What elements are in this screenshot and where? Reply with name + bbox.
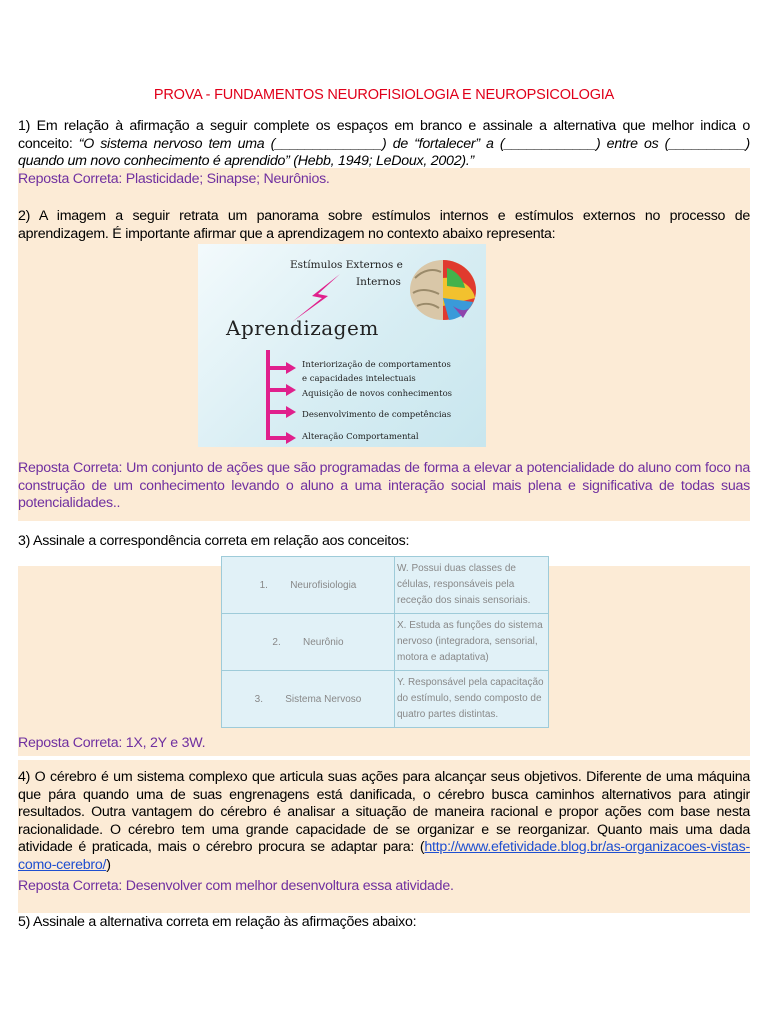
concepts-table (221, 556, 549, 728)
table-row (222, 671, 549, 728)
table-cell-definition: W. Possui duas classes de células, responsáveis pela receção dos sinais sensoriais. (395, 557, 549, 614)
question-4-text: 4) O cérebro é um sistema complexo que articula suas ações para alcançar seus objetivos. Diferente de uma máquina que pára quando uma de suas engrenagens está danificada, o cérebro busca caminhos alternativos para atingir resultados. Outra vantagem do cérebro é analisar a situação de maneira racional e propor ações com base nesta racionalidade. O cérebro tem uma grande capacidade de se organizar e se reorganizar. Quanto mais uma dada atividade é praticada, mais o cérebro procura se adaptar para: ( (18, 769, 750, 855)
source-link[interactable]: http://www.efetividade.blog.br/as-organizacoes-vistas-como-cerebro/ (18, 839, 750, 873)
question-3-answer: Reposta Correta: 1X, 2Y e 3W. (18, 735, 206, 751)
question-1-concept-label: conceito: (18, 135, 79, 152)
table-row (222, 557, 549, 614)
question-4 (18, 769, 750, 874)
question-4-text-end: ) (106, 856, 111, 873)
learning-diagram (198, 244, 486, 447)
question-3-text: 3) Assinale a correspondência correta em relação aos conceitos: (18, 533, 410, 549)
figure-item-3: Desenvolvimento de competências (302, 410, 452, 420)
table-cell-term (222, 614, 395, 671)
branch-arrows (258, 348, 306, 447)
figure-item-1: Interiorização de comportamentos (302, 360, 451, 370)
question-1-line3: quando um novo conhecimento é aprendido” (Hebb, 1949; LeDoux, 2002).” (18, 153, 474, 169)
term-label: Neurônio (302, 636, 344, 648)
term-number: 3. (254, 693, 263, 705)
question-2-text: 2) A imagem a seguir retrata um panorama sobre estímulos internos e estímulos externos no processo de aprendizagem. É importante afirmar que a aprendizagem no contexto abaixo representa: (18, 208, 750, 242)
brain-icon (403, 248, 483, 328)
question-1 (18, 118, 750, 188)
question-1-answer: Reposta Correta: Plasticidade; Sinapse; Neurônios. (18, 170, 330, 187)
question-1-line1: 1) Em relação à afirmação a seguir complete os espaços em branco e assinale a alternativa que melhor indica o (18, 118, 750, 134)
figure-heading-line1: Estímulos Externos e (290, 259, 403, 271)
figure-item-1b: e capacidades intelectuais (302, 374, 416, 384)
figure-heading-line2: Internos (356, 276, 401, 288)
term-number: 2. (272, 636, 281, 648)
page-title: PROVA - FUNDAMENTOS NEUROFISIOLOGIA E NEUROPSICOLOGIA (153, 87, 615, 103)
figure-item-2: Aquisição de novos conhecimentos (302, 389, 453, 399)
table-cell-definition: Y. Responsável pela capacitação do estímulo, sendo composto de quatro partes distintas. (395, 671, 549, 728)
question-5-text: 5) Assinale a alternativa correta em relação às afirmações abaixo: (18, 914, 417, 930)
figure-item-4: Alteração Comportamental (302, 432, 419, 442)
table-row (222, 614, 549, 671)
term-number: 1. (259, 579, 268, 591)
question-1-line2 (18, 136, 750, 154)
table-cell-term (222, 671, 395, 728)
question-4-answer: Reposta Correta: Desenvolver com melhor desenvoltura essa atividade. (18, 878, 454, 894)
question-1-quote: “O sistema nervoso tem uma (______________) de “fortalecer” a (____________) entre os (__________) (78, 135, 750, 152)
question-2-answer: Reposta Correta: Um conjunto de ações que são programadas de forma a elevar a potencialidade do aluno com foco na construção de um conhecimento levando o aluno a uma interação social mais plena e significativa de todas suas potencialidades.. (18, 460, 750, 511)
term-label: Neurofisiologia (290, 579, 357, 591)
table-cell-term (222, 557, 395, 614)
figure-main-word: Aprendizagem (226, 316, 379, 340)
term-label: Sistema Nervoso (285, 693, 362, 705)
table-cell-definition: X. Estuda as funções do sistema nervoso (integradora, sensorial, motora e adaptativa) (395, 614, 549, 671)
